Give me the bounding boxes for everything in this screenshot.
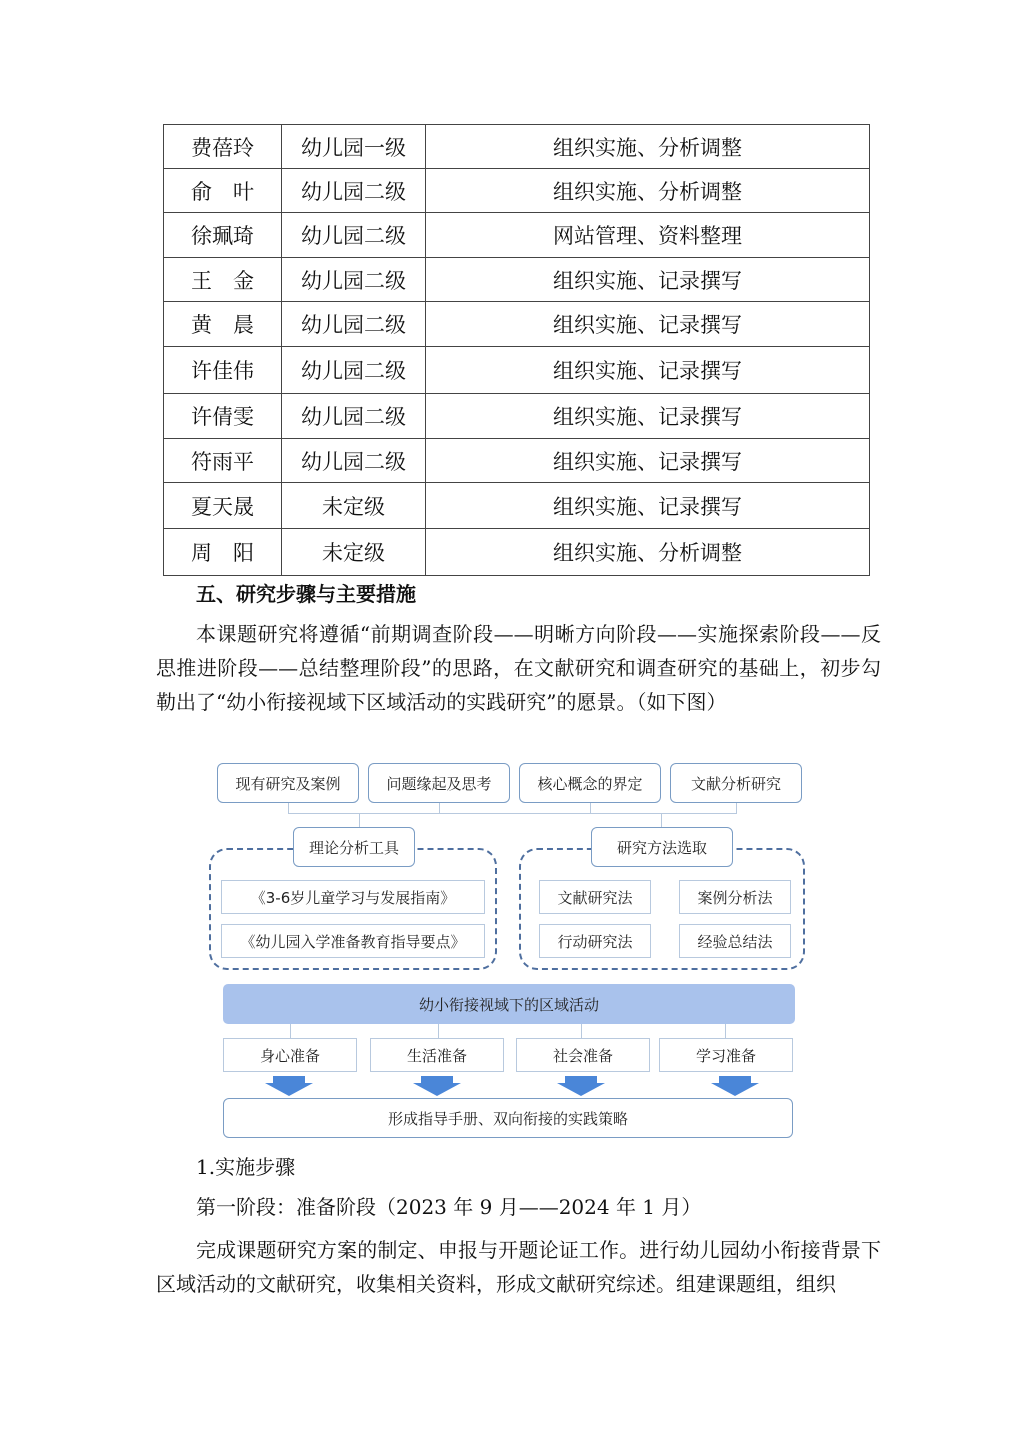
staff-table bbox=[163, 124, 870, 576]
member-name: 周 阳 bbox=[164, 529, 282, 576]
theory-label: 理论分析工具 bbox=[293, 827, 415, 867]
connector bbox=[590, 803, 591, 813]
method-label: 研究方法选取 bbox=[591, 827, 733, 867]
table-row bbox=[164, 169, 870, 213]
member-name: 俞 叶 bbox=[164, 169, 282, 213]
stage1-heading: 第一阶段：准备阶段（2023 年 9 月——2024 年 1 月） bbox=[196, 1195, 702, 1219]
connector bbox=[438, 1024, 439, 1038]
member-duty: 组织实施、记录撰写 bbox=[426, 394, 870, 439]
member-title: 幼儿园二级 bbox=[282, 169, 426, 213]
prep-box-3: 社会准备 bbox=[516, 1038, 650, 1072]
member-duty: 组织实施、记录撰写 bbox=[426, 258, 870, 302]
steps-title: 1.实施步骤 bbox=[196, 1155, 296, 1179]
down-arrow-icon bbox=[413, 1076, 461, 1096]
table-row bbox=[164, 439, 870, 483]
member-name: 许佳伟 bbox=[164, 347, 282, 394]
prep-box-1: 身心准备 bbox=[223, 1038, 357, 1072]
table-row bbox=[164, 213, 870, 258]
member-title: 幼儿园二级 bbox=[282, 394, 426, 439]
member-duty: 组织实施、记录撰写 bbox=[426, 483, 870, 529]
member-title: 未定级 bbox=[282, 483, 426, 529]
section-heading: 五、研究步骤与主要措施 bbox=[196, 582, 416, 606]
connector bbox=[725, 1024, 726, 1038]
member-title: 未定级 bbox=[282, 529, 426, 576]
intro-paragraph: 本课题研究将遵循“前期调查阶段——明晰方向阶段——实施探索阶段——反思推进阶段——总结整理阶段”的思路，在文献研究和调查研究的基础上，初步勾勒出了“幼小衔接视域下区域活动的实践研究”的愿景。（如下图） bbox=[156, 622, 881, 714]
down-arrow-icon bbox=[265, 1076, 313, 1096]
member-title: 幼儿园二级 bbox=[282, 439, 426, 483]
member-name: 王 金 bbox=[164, 258, 282, 302]
table-row bbox=[164, 302, 870, 347]
method-item-4: 经验总结法 bbox=[679, 924, 791, 958]
connector bbox=[581, 1024, 582, 1038]
prep-box-2: 生活准备 bbox=[370, 1038, 504, 1072]
connector bbox=[288, 803, 289, 813]
top-box-3: 核心概念的界定 bbox=[519, 763, 661, 803]
top-box-1: 现有研究及案例 bbox=[217, 763, 359, 803]
research-framework-diagram bbox=[205, 760, 813, 1142]
member-title: 幼儿园二级 bbox=[282, 302, 426, 347]
down-arrow-icon bbox=[711, 1076, 759, 1096]
connector bbox=[288, 813, 737, 814]
top-box-2: 问题缘起及思考 bbox=[368, 763, 510, 803]
regional-activity-band: 幼小衔接视域下的区域活动 bbox=[223, 984, 795, 1024]
down-arrow-icon bbox=[557, 1076, 605, 1096]
theory-item-1: 《3-6岁儿童学习与发展指南》 bbox=[221, 880, 485, 914]
table-row bbox=[164, 394, 870, 439]
result-box: 形成指导手册、双向衔接的实践策略 bbox=[223, 1098, 793, 1138]
prep-box-4: 学习准备 bbox=[659, 1038, 793, 1072]
member-title: 幼儿园二级 bbox=[282, 213, 426, 258]
member-duty: 组织实施、分析调整 bbox=[426, 529, 870, 576]
member-duty: 组织实施、记录撰写 bbox=[426, 347, 870, 394]
member-name: 许倩雯 bbox=[164, 394, 282, 439]
connector bbox=[290, 1024, 291, 1038]
member-title: 幼儿园二级 bbox=[282, 258, 426, 302]
connector bbox=[661, 813, 662, 827]
top-box-4: 文献分析研究 bbox=[670, 763, 802, 803]
member-duty: 组织实施、记录撰写 bbox=[426, 302, 870, 347]
method-item-2: 案例分析法 bbox=[679, 880, 791, 914]
member-duty: 组织实施、分析调整 bbox=[426, 125, 870, 169]
method-item-3: 行动研究法 bbox=[539, 924, 651, 958]
member-duty: 网站管理、资料整理 bbox=[426, 213, 870, 258]
table-row bbox=[164, 125, 870, 169]
member-name: 费蓓玲 bbox=[164, 125, 282, 169]
member-name: 黄 晨 bbox=[164, 302, 282, 347]
connector bbox=[439, 803, 440, 813]
table-row bbox=[164, 483, 870, 529]
member-name: 夏天晟 bbox=[164, 483, 282, 529]
down-arrows bbox=[205, 1074, 813, 1098]
table-row bbox=[164, 347, 870, 394]
theory-item-2: 《幼儿园入学准备教育指导要点》 bbox=[221, 924, 485, 958]
member-duty: 组织实施、分析调整 bbox=[426, 169, 870, 213]
member-name: 符雨平 bbox=[164, 439, 282, 483]
member-duty: 组织实施、记录撰写 bbox=[426, 439, 870, 483]
stage1-paragraph: 完成课题研究方案的制定、申报与开题论证工作。进行幼儿园幼小衔接背景下区域活动的文献研究，收集相关资料，形成文献研究综述。组建课题组，组织 bbox=[156, 1238, 881, 1296]
connector bbox=[359, 813, 360, 827]
connector bbox=[736, 803, 737, 813]
member-title: 幼儿园一级 bbox=[282, 125, 426, 169]
table-row bbox=[164, 258, 870, 302]
member-title: 幼儿园二级 bbox=[282, 347, 426, 394]
table-row bbox=[164, 529, 870, 576]
method-item-1: 文献研究法 bbox=[539, 880, 651, 914]
member-name: 徐珮琦 bbox=[164, 213, 282, 258]
